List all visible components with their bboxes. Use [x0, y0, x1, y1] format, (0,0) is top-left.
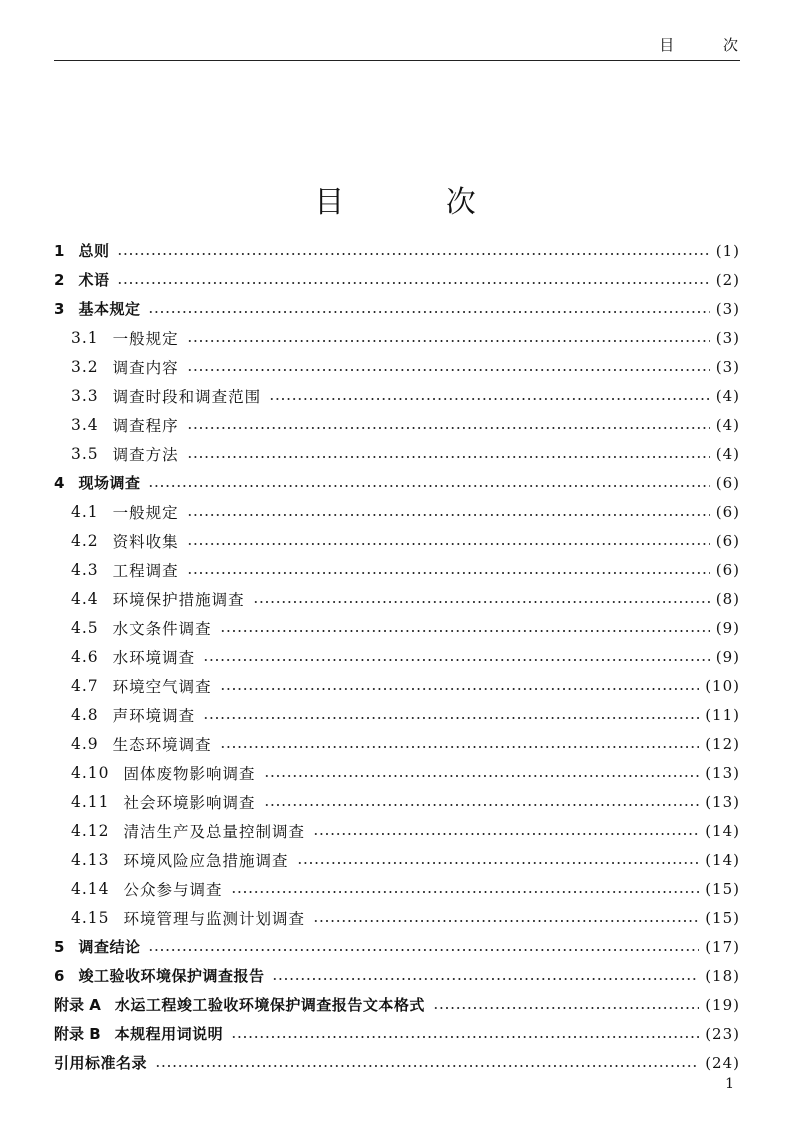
toc-entry-page: (6) [715, 502, 740, 521]
toc-entry-title: 环境风险应急措施调查 [123, 851, 289, 870]
page-number: 1 [725, 1076, 734, 1092]
toc-dot-leader [187, 543, 710, 545]
toc-entry-page: (18) [705, 966, 740, 985]
toc-entry-title: 清洁生产及总量控制调查 [123, 822, 306, 841]
toc-dot-leader [203, 659, 710, 661]
toc-entry-title: 社会环境影响调查 [123, 793, 256, 812]
toc-entry[interactable] [54, 961, 740, 990]
toc-dot-leader [187, 456, 710, 458]
toc-entry-title: 固体废物影响调查 [123, 764, 256, 783]
toc-entry-number: 2 [54, 270, 65, 289]
toc-entry[interactable] [54, 497, 740, 526]
toc-entry-number: 5 [54, 937, 65, 956]
toc-entry-number: 3.5 [71, 444, 99, 463]
toc-entry[interactable] [54, 700, 740, 729]
toc-dot-leader [231, 1036, 699, 1038]
toc-entry-number: 4.14 [71, 879, 110, 898]
toc-entry[interactable] [54, 410, 740, 439]
toc-entry-title: 水环境调查 [112, 648, 196, 667]
toc-entry-number: 4.7 [71, 676, 99, 695]
toc-entry-number: 4.8 [71, 705, 99, 724]
toc-entry-number: 4.11 [71, 792, 110, 811]
toc-entry-title: 调查结论 [78, 938, 141, 956]
toc-entry-number: 4.9 [71, 734, 99, 753]
toc-entry-page: (17) [705, 937, 740, 956]
toc-entry[interactable] [54, 787, 740, 816]
toc-entry[interactable] [54, 236, 740, 265]
toc-entry-number: 4.15 [71, 908, 110, 927]
toc-entry[interactable] [54, 671, 740, 700]
toc-entry-title: 工程调查 [112, 561, 179, 580]
toc-entry-title: 水文条件调查 [112, 619, 212, 638]
toc-entry-page: (12) [705, 734, 740, 753]
toc-entry-title: 术语 [78, 271, 110, 289]
table-of-contents [54, 236, 740, 1077]
toc-entry-page: (3) [715, 299, 740, 318]
toc-entry-page: (15) [705, 908, 740, 927]
toc-entry-page: (14) [705, 850, 740, 869]
toc-entry-title: 引用标准名录 [54, 1054, 148, 1072]
toc-entry[interactable] [54, 613, 740, 642]
toc-dot-leader [117, 253, 709, 255]
toc-entry-title: 环境保护措施调查 [112, 590, 245, 609]
toc-entry-page: (3) [715, 357, 740, 376]
toc-entry-number: 4.5 [71, 618, 99, 637]
toc-entry-number: 4.12 [71, 821, 110, 840]
toc-entry-title: 现场调查 [78, 474, 141, 492]
toc-entry-page: (1) [715, 241, 740, 260]
toc-dot-leader [187, 572, 710, 574]
toc-dot-leader [264, 775, 700, 777]
toc-entry-number: 4.10 [71, 763, 110, 782]
toc-entry-page: (23) [705, 1024, 740, 1043]
toc-dot-leader [269, 398, 710, 400]
toc-dot-leader [220, 630, 710, 632]
toc-entry-page: (19) [705, 995, 740, 1014]
toc-dot-leader [253, 601, 710, 603]
toc-entry-number: 4.6 [71, 647, 99, 666]
toc-dot-leader [297, 862, 700, 864]
toc-dot-leader [313, 833, 699, 835]
toc-entry-title: 竣工验收环境保护调查报告 [78, 967, 265, 985]
toc-dot-leader [148, 949, 699, 951]
toc-entry[interactable] [54, 468, 740, 497]
toc-entry-page: (11) [705, 705, 740, 724]
toc-dot-leader [187, 514, 710, 516]
toc-entry[interactable] [54, 990, 740, 1019]
toc-entry-number: 3.3 [71, 386, 99, 405]
toc-dot-leader [220, 688, 700, 690]
toc-entry-page: (8) [715, 589, 740, 608]
toc-entry-page: (9) [715, 647, 740, 666]
toc-dot-leader [148, 311, 709, 313]
page-title: 目 次 [314, 185, 522, 220]
running-head-text: 目 次 [659, 36, 760, 54]
toc-entry-number: 3.2 [71, 357, 99, 376]
toc-entry[interactable] [54, 323, 740, 352]
toc-dot-leader [187, 427, 710, 429]
toc-entry-number: 1 [54, 241, 65, 260]
toc-dot-leader [187, 340, 710, 342]
toc-entry-number: 3 [54, 299, 65, 318]
toc-entry-title: 公众参与调查 [123, 880, 223, 899]
toc-entry-title: 水运工程竣工验收环境保护调查报告文本格式 [114, 996, 425, 1014]
toc-entry[interactable] [54, 265, 740, 294]
toc-entry[interactable] [54, 874, 740, 903]
toc-entry-page: (10) [705, 676, 740, 695]
toc-entry[interactable] [54, 1048, 740, 1077]
toc-dot-leader [220, 746, 700, 748]
toc-entry-page: (15) [705, 879, 740, 898]
toc-entry-page: (6) [715, 473, 740, 492]
toc-dot-leader [313, 920, 699, 922]
toc-entry-page: (13) [705, 763, 740, 782]
toc-entry[interactable] [54, 439, 740, 468]
toc-entry-title: 一般规定 [112, 329, 179, 348]
toc-entry-title: 环境管理与监测计划调查 [123, 909, 306, 928]
toc-entry-number: 4.13 [71, 850, 110, 869]
toc-dot-leader [155, 1065, 699, 1067]
toc-entry-title: 一般规定 [112, 503, 179, 522]
toc-entry[interactable] [54, 584, 740, 613]
toc-entry-number: 附录 B [54, 1025, 101, 1043]
toc-entry-page: (6) [715, 531, 740, 550]
toc-entry[interactable] [54, 845, 740, 874]
toc-entry[interactable] [54, 352, 740, 381]
toc-entry-number: 附录 A [54, 996, 101, 1014]
toc-entry-number: 4 [54, 473, 65, 492]
toc-entry[interactable] [54, 758, 740, 787]
running-head [54, 30, 760, 61]
toc-entry-number: 4.1 [71, 502, 99, 521]
toc-dot-leader [148, 485, 709, 487]
toc-entry-title: 本规程用词说明 [114, 1025, 224, 1043]
toc-entry[interactable] [54, 381, 740, 410]
toc-entry-page: (14) [705, 821, 740, 840]
toc-entry[interactable] [54, 1019, 740, 1048]
toc-entry-number: 3.4 [71, 415, 99, 434]
toc-entry[interactable] [54, 903, 740, 932]
toc-entry-number: 4.4 [71, 589, 99, 608]
toc-entry[interactable] [54, 294, 740, 323]
toc-dot-leader [231, 891, 700, 893]
toc-dot-leader [203, 717, 699, 719]
toc-entry-page: (2) [715, 270, 740, 289]
toc-entry-page: (4) [715, 444, 740, 463]
toc-dot-leader [264, 804, 700, 806]
toc-entry-page: (13) [705, 792, 740, 811]
toc-entry-title: 调查内容 [112, 358, 179, 377]
toc-entry-page: (9) [715, 618, 740, 637]
toc-entry-title: 调查程序 [112, 416, 179, 435]
toc-entry-title: 总则 [78, 242, 110, 260]
toc-entry-page: (4) [715, 386, 740, 405]
toc-entry-title: 调查方法 [112, 445, 179, 464]
toc-entry-page: (24) [705, 1053, 740, 1072]
toc-entry[interactable] [54, 816, 740, 845]
toc-entry-page: (4) [715, 415, 740, 434]
toc-entry-title: 声环境调查 [112, 706, 196, 725]
toc-entry-title: 基本规定 [78, 300, 141, 318]
toc-entry-number: 6 [54, 966, 65, 985]
toc-entry-number: 4.3 [71, 560, 99, 579]
toc-entry[interactable] [54, 729, 740, 758]
toc-entry-title: 环境空气调查 [112, 677, 212, 696]
toc-entry-title: 生态环境调查 [112, 735, 212, 754]
toc-entry-number: 3.1 [71, 328, 99, 347]
toc-entry-page: (6) [715, 560, 740, 579]
toc-entry-title: 调查时段和调查范围 [112, 387, 262, 406]
toc-entry-title: 资料收集 [112, 532, 179, 551]
toc-dot-leader [433, 1007, 699, 1009]
toc-entry[interactable] [54, 526, 740, 555]
toc-entry[interactable] [54, 555, 740, 584]
toc-dot-leader [272, 978, 699, 980]
toc-entry-number: 4.2 [71, 531, 99, 550]
toc-entry[interactable] [54, 642, 740, 671]
toc-entry[interactable] [54, 932, 740, 961]
toc-dot-leader [187, 369, 710, 371]
toc-dot-leader [117, 282, 709, 284]
toc-entry-page: (3) [715, 328, 740, 347]
